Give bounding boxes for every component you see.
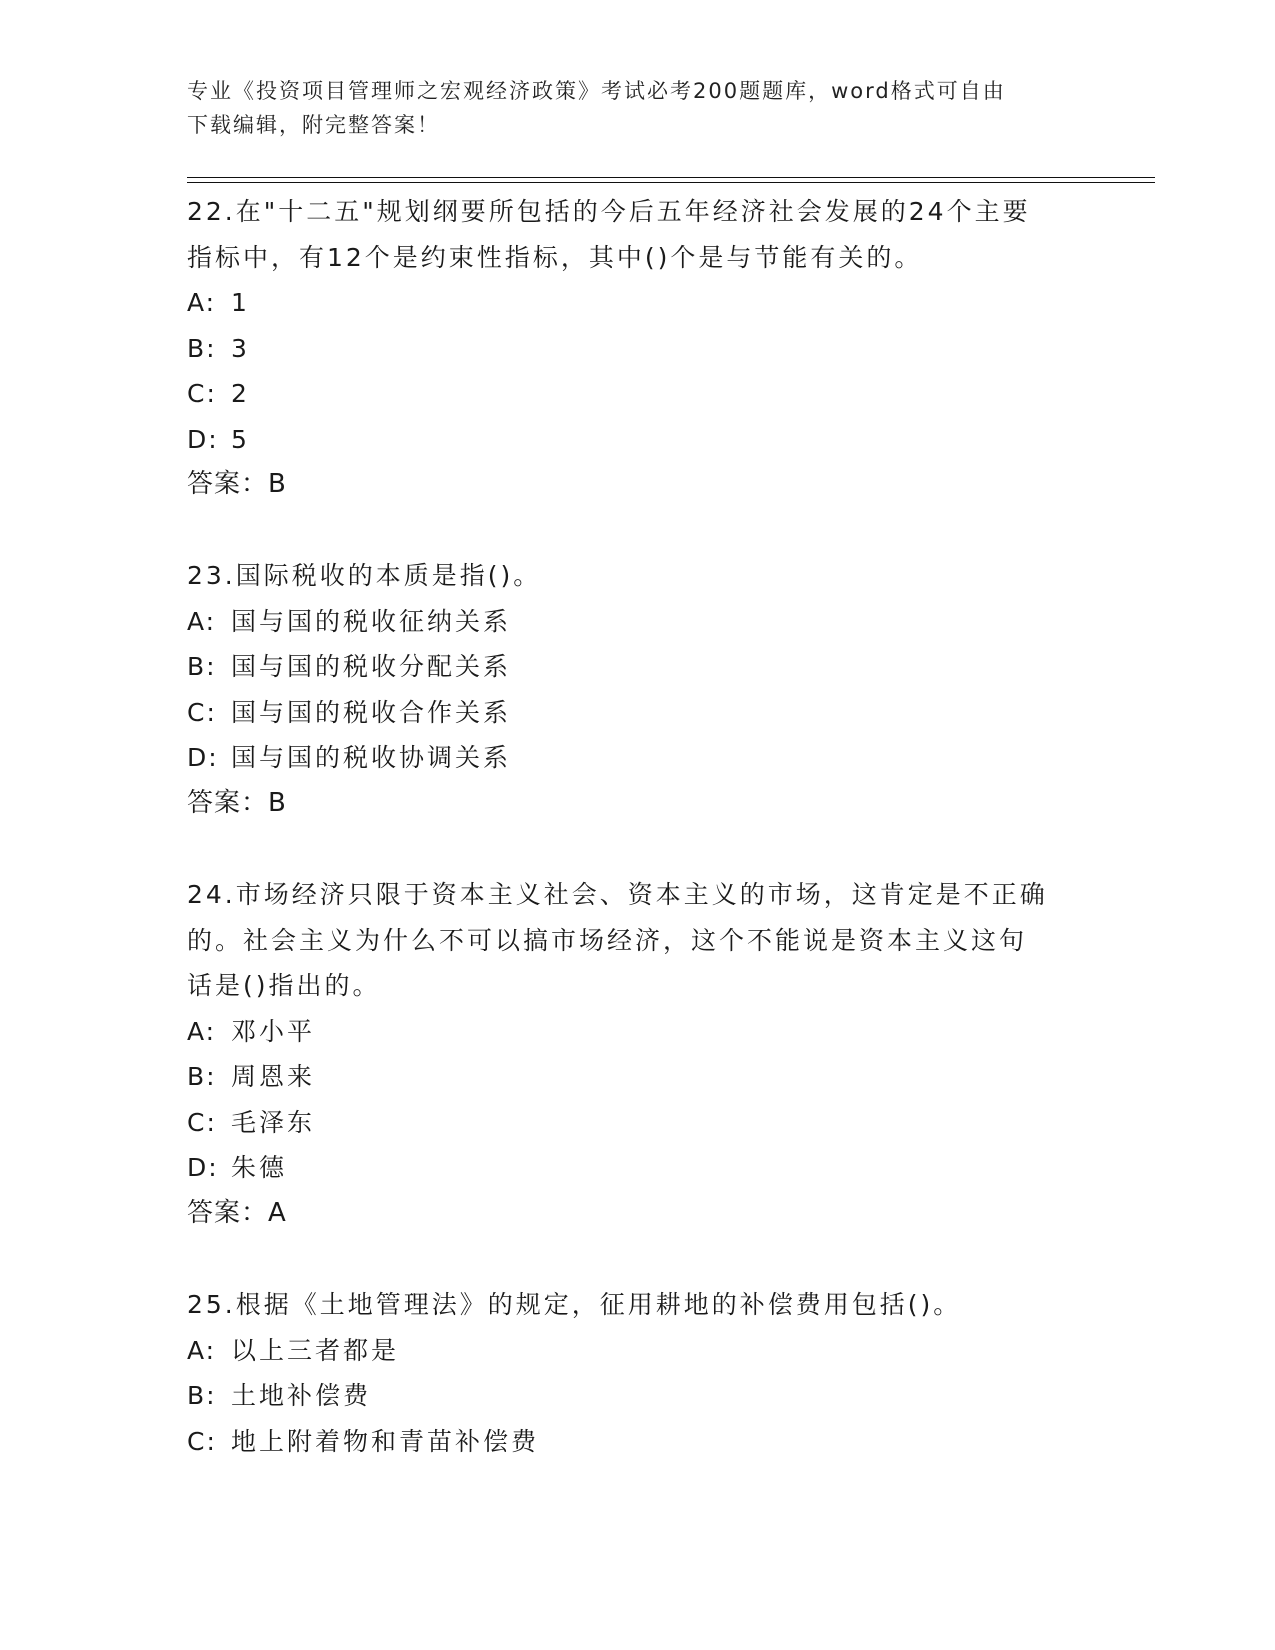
- header-divider-top: [187, 177, 1155, 178]
- option-letter: D:: [187, 424, 219, 454]
- option-letter: A:: [187, 288, 217, 317]
- document-header: [187, 74, 1067, 142]
- question-23: [187, 553, 1087, 826]
- option-d: [187, 1145, 1087, 1191]
- header-line-1: 专业《投资项目管理师之宏观经济政策》考试必考200题题库，word格式可自由: [187, 79, 1006, 103]
- option-letter: B:: [187, 1062, 217, 1091]
- option-text: 国与国的税收征纳关系: [231, 606, 512, 636]
- question-24: [187, 872, 1087, 1236]
- option-text: 国与国的税收分配关系: [231, 652, 512, 681]
- answer-line: 答案：A: [187, 1197, 287, 1228]
- option-letter: A:: [187, 606, 217, 636]
- option-text: 土地补偿费: [231, 1381, 372, 1410]
- option-letter: C:: [187, 697, 217, 727]
- question-stem-line: 23.国际税收的本质是指()。: [187, 561, 542, 590]
- option-d: [187, 735, 1087, 781]
- option-c: [187, 690, 1087, 736]
- question-stem-line: 话是()指出的。: [187, 971, 381, 1000]
- option-text: 3: [231, 333, 250, 363]
- option-text: 朱德: [231, 1153, 288, 1182]
- option-letter: B:: [187, 333, 217, 363]
- option-text: 1: [231, 288, 250, 317]
- option-letter: B:: [187, 652, 217, 681]
- question-stem-line: 22.在"十二五"规划纲要所包括的今后五年经济社会发展的24个主要: [187, 197, 1031, 226]
- option-text: 周恩来: [231, 1062, 316, 1091]
- option-b: [187, 1373, 1087, 1419]
- option-text: 国与国的税收合作关系: [231, 697, 512, 727]
- header-line-2: 下载编辑，附完整答案！: [187, 113, 440, 137]
- option-d: [187, 417, 1087, 463]
- option-letter: C:: [187, 1107, 217, 1137]
- option-letter: A:: [187, 1016, 217, 1046]
- option-a: [187, 1009, 1087, 1055]
- option-letter: A:: [187, 1335, 217, 1365]
- question-25: [187, 1282, 1087, 1464]
- option-c: [187, 1419, 1087, 1465]
- option-b: [187, 326, 1087, 372]
- question-22: [187, 189, 1087, 508]
- question-stem-line: 24.市场经济只限于资本主义社会、资本主义的市场，这肯定是不正确: [187, 880, 1048, 909]
- answer-line: 答案：B: [187, 469, 287, 499]
- option-a: [187, 1328, 1087, 1374]
- option-b: [187, 644, 1087, 690]
- option-text: 国与国的税收协调关系: [231, 743, 512, 772]
- question-stem-line: 的。社会主义为什么不可以搞市场经济，这个不能说是资本主义这句: [187, 925, 1028, 955]
- option-letter: C:: [187, 1426, 217, 1456]
- question-stem-line: 25.根据《土地管理法》的规定，征用耕地的补偿费用包括()。: [187, 1290, 962, 1319]
- option-letter: B:: [187, 1381, 217, 1410]
- option-text: 地上附着物和青苗补偿费: [231, 1426, 540, 1456]
- header-divider-bottom: [187, 182, 1155, 183]
- option-text: 毛泽东: [231, 1107, 316, 1137]
- option-letter: D:: [187, 1153, 219, 1182]
- option-a: [187, 599, 1087, 645]
- answer-line: 答案：B: [187, 787, 287, 818]
- option-letter: D:: [187, 743, 219, 772]
- option-text: 以上三者都是: [231, 1335, 400, 1365]
- option-letter: C:: [187, 379, 217, 408]
- option-b: [187, 1054, 1087, 1100]
- option-c: [187, 1100, 1087, 1146]
- option-text: 邓小平: [231, 1016, 316, 1046]
- question-stem-line: 指标中，有12个是约束性指标，其中()个是与节能有关的。: [187, 242, 923, 272]
- option-c: [187, 371, 1087, 417]
- option-text: 2: [231, 379, 250, 408]
- option-a: [187, 280, 1087, 326]
- option-text: 5: [231, 424, 250, 454]
